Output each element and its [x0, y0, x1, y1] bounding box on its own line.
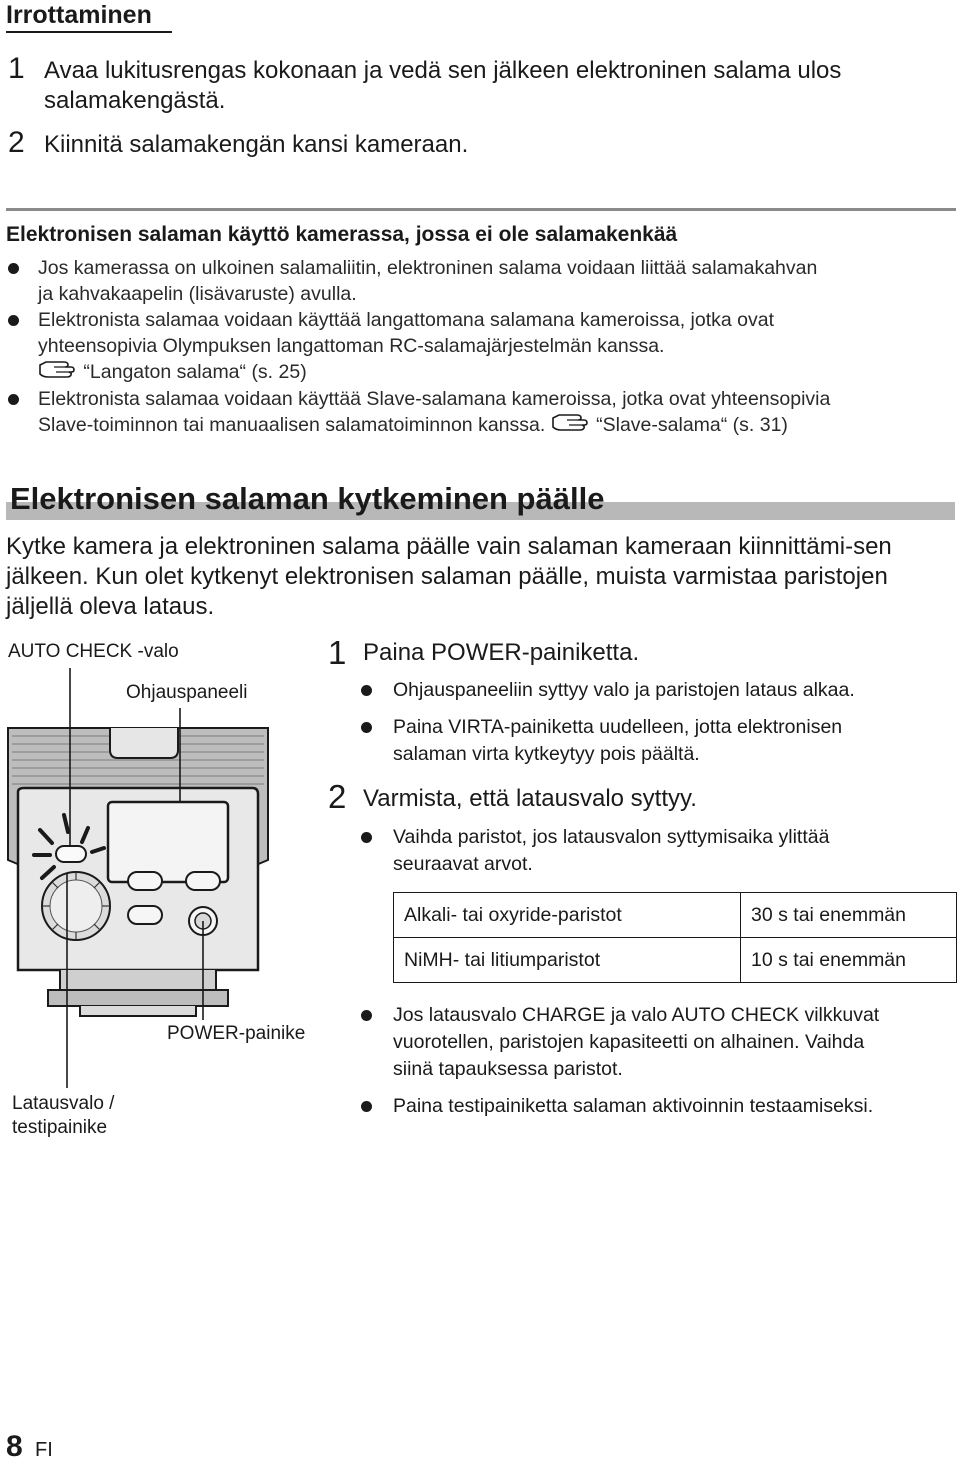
battery-time-table — [393, 892, 957, 983]
label-line: Latausvalo / — [12, 1093, 115, 1114]
power-step-1-bullet — [361, 677, 951, 705]
table-cell: 10 s tai enemmän — [741, 938, 957, 983]
label-charge-lamp — [12, 1092, 114, 1140]
label-auto-check: AUTO CHECK -valo — [8, 641, 179, 662]
step-number: 1 — [8, 52, 25, 85]
bullet-icon — [361, 1010, 372, 1021]
bullet-line: seuraavat arvot. — [393, 853, 533, 875]
bullet-line: Vaihda paristot, jos latausvalon syttymisaika ylittää — [393, 826, 830, 848]
bullet-line: yhteensopivia Olympuksen langattoman RC-salamajärjestelmän kanssa. — [38, 335, 665, 357]
bullet-icon — [8, 263, 19, 274]
bullet-line: Elektronista salamaa voidaan käyttää Slave-salamana kameroissa, jotka ovat yhteensopivia — [38, 388, 831, 410]
note-divider — [6, 208, 956, 211]
bullet-icon — [8, 315, 19, 326]
reference-text: “Langaton salama“ (s. 25) — [83, 361, 307, 383]
section-title-power-on: Elektronisen salaman kytkeminen päälle — [10, 481, 605, 516]
bullet-line: Paina testipainiketta salaman aktivoinnin testaamiseksi. — [393, 1095, 874, 1117]
removal-step-1 — [8, 54, 948, 116]
power-step-1-number: 1 — [328, 634, 347, 671]
bullet-line: Paina VIRTA-painiketta uudelleen, jotta elektronisen — [393, 716, 843, 738]
title-underline — [6, 31, 172, 33]
warning-bullet — [361, 1002, 956, 1084]
power-step-2-text: Varmista, että latausvalo syttyy. — [363, 785, 697, 812]
power-step-1-bullet — [361, 714, 951, 770]
bullet-line: Ohjauspaneeliin syttyy valo ja paristojen lataus alkaa. — [393, 679, 855, 701]
bullet-icon — [361, 722, 372, 733]
bullet-line: Slave-toiminnon tai manuaalisen salamatoiminnon kanssa. — [38, 414, 546, 436]
language-code: FI — [35, 1439, 53, 1461]
bullet-icon — [361, 685, 372, 696]
note-bullet — [8, 255, 953, 307]
bullet-line: Elektronista salamaa voidaan käyttää langattomana salamana kameroissa, jotka ovat — [38, 309, 774, 331]
intro-paragraph: Kytke kamera ja elektroninen salama päälle vain salaman kameraan kiinnittämi-sen jälkeen. Kun olet kytkenyt elektronisen salaman päälle, muista varmistaa paristojen jäljellä oleva lataus. — [6, 533, 892, 620]
table-cell: 30 s tai enemmän — [741, 893, 957, 938]
bullet-line: Jos latausvalo CHARGE ja valo AUTO CHECK vilkkuvat — [393, 1004, 880, 1026]
cross-reference[interactable] — [38, 412, 830, 438]
step-text: Avaa lukitusrengas kokonaan ja vedä sen jälkeen elektroninen salama ulos salamakengästä. — [44, 57, 842, 114]
power-step-2-number: 2 — [328, 778, 347, 815]
bullet-icon — [361, 1101, 372, 1112]
note-heading: Elektronisen salaman käyttö kamerassa, jossa ei ole salamakenkää — [6, 223, 678, 246]
table-cell: NiMH- tai litiumparistot — [394, 938, 741, 983]
cross-reference[interactable] — [38, 359, 774, 385]
table-row — [394, 938, 957, 983]
step-text: Kiinnitä salamakengän kansi kameraan. — [44, 131, 469, 158]
pointing-hand-icon — [38, 359, 78, 381]
note-bullet — [8, 307, 953, 387]
bullet-icon — [8, 394, 19, 405]
label-line: testipainike — [12, 1117, 108, 1138]
power-step-2-bullet — [361, 824, 951, 880]
step-number: 2 — [8, 126, 25, 159]
label-power-button: POWER-painike — [167, 1023, 306, 1044]
bullet-line: siinä tapauksessa paristot. — [393, 1058, 623, 1080]
bullet-line: vuorotellen, paristojen kapasiteetti on alhainen. Vaihda — [393, 1031, 865, 1053]
note-bullet — [8, 386, 953, 438]
table-row — [394, 893, 957, 938]
pointing-hand-icon — [551, 412, 591, 434]
reference-text: “Slave-salama“ (s. 31) — [596, 414, 788, 436]
removal-step-2 — [8, 128, 948, 160]
bullet-icon — [361, 832, 372, 843]
power-step-1-text: Paina POWER-painiketta. — [363, 639, 640, 666]
page-number: 8 — [6, 1430, 23, 1463]
bullet-line: salaman virta kytkeytyy pois päältä. — [393, 743, 700, 765]
bullet-line: ja kahvakaapelin (lisävaruste) avulla. — [38, 283, 357, 305]
label-control-panel: Ohjauspaneeli — [126, 682, 248, 703]
flash-unit-diagram — [0, 660, 320, 1090]
bullet-line: Jos kamerassa on ulkoinen salamaliitin, elektroninen salama voidaan liittää salamakahvan — [38, 257, 818, 279]
table-cell: Alkali- tai oxyride-paristot — [394, 893, 741, 938]
test-bullet — [361, 1093, 956, 1121]
section-title-removal: Irrottaminen — [6, 1, 152, 29]
